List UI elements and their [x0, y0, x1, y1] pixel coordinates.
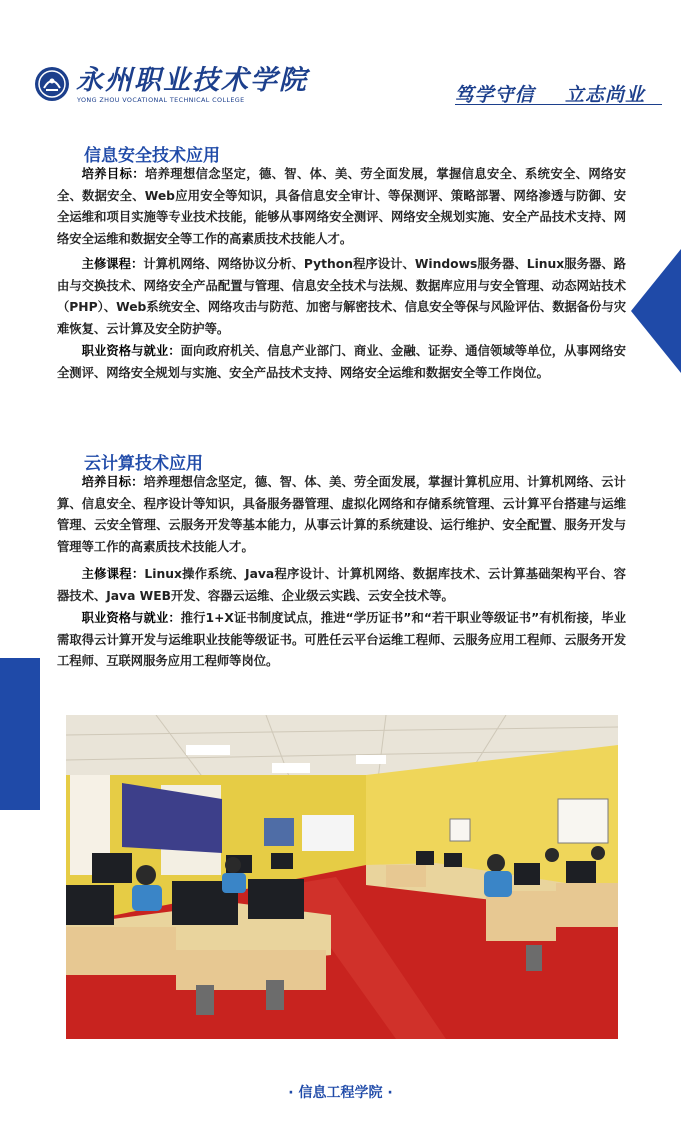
- cloud-goal-paragraph: [57, 472, 626, 558]
- school-motto: 笃学守信 立志尚业: [454, 84, 645, 106]
- paragraph-lead: 培养目标：: [81, 475, 144, 489]
- paragraph-lead: 主修课程：: [81, 567, 145, 581]
- paragraph-lead: 培养目标：: [81, 167, 145, 181]
- paragraph-text: 面向政府机关、信息产业部门、商业、金融、证券、通信领域等单位，从事网络安全测评、网络安全规划与实施、安全产品技术支持、网络安全运维和数据安全等工作岗位。: [57, 344, 626, 380]
- cloud-courses-paragraph: [57, 564, 626, 607]
- paragraph-lead: 职业资格与就业：: [81, 344, 181, 358]
- paragraph-lead: 职业资格与就业：: [81, 611, 181, 625]
- infosec-courses-paragraph: [57, 254, 626, 340]
- school-name-en: YONG ZHOU VOCATIONAL TECHNICAL COLLEGE: [77, 96, 245, 104]
- paragraph-text: 培养理想信念坚定，德、智、体、美、劳全面发展，掌握信息安全、系统安全、网络安全、数据安全、Web应用安全等知识，具备信息安全审计、等保测评、策略部署、网络渗透与防御、安全运维和项目实施等专业技术技能，能够从事网络安全测评、网络安全规划实施、安全产品技术支持、网络安全运维和数据安全等工作的高素质技术技能人才。: [57, 167, 626, 246]
- right-edge-tab: [631, 249, 681, 373]
- section-title-cloud: 云计算技术应用: [84, 454, 203, 474]
- paragraph-text: Linux操作系统、Java程序设计、计算机网络、数据库技术、云计算基础架构平台、容器技术、Java WEB开发、容器云运维、企业级云实践、云安全技术等。: [57, 567, 626, 603]
- infosec-goal-paragraph: [57, 164, 626, 250]
- section-title-infosec: 信息安全技术应用: [84, 146, 220, 166]
- paragraph-text: 计算机网络、网络协议分析、Python程序设计、Windows服务器、Linux服务器、路由与交换技术、网络安全产品配置与管理、信息安全技术与法规、数据库应用与安全管理、动态网站技术（PHP）、Web系统安全、网络攻击与防范、加密与解密技术、信息安全等保与风险评估、数据备份与灾难恢复、云计算及安全防护等。: [57, 257, 626, 336]
- paragraph-lead: 主修课程：: [81, 257, 144, 271]
- computer-lab-photo: [66, 715, 618, 1039]
- footer-department: · 信息工程学院 ·: [288, 1085, 393, 1101]
- school-logo-emblem: [34, 66, 70, 102]
- cloud-career-paragraph: [57, 608, 626, 673]
- paragraph-text: 培养理想信念坚定，德、智、体、美、劳全面发展，掌握计算机应用、计算机网络、云计算、信息安全、程序设计等知识，具备服务器管理、虚拟化网络和存储系统管理、云计算平台搭建与运维管理、云安全管理、云服务开发等基本能力，从事云计算的系统建设、运行维护、安全配置、服务开发与管理等工作的高素质技术技能人才。: [57, 475, 626, 554]
- paragraph-text: 推行1+X证书制度试点，推进“学历证书”和“若干职业等级证书”有机衔接，毕业需取得云计算开发与运维职业技能等级证书。可胜任云平台运维工程师、云服务应用工程师、云服务开发工程师、互联网服务应用工程师等岗位。: [57, 611, 626, 668]
- school-name-cn: 永州职业技术学院: [76, 65, 308, 96]
- left-edge-bar: [0, 658, 40, 810]
- infosec-career-paragraph: [57, 341, 626, 384]
